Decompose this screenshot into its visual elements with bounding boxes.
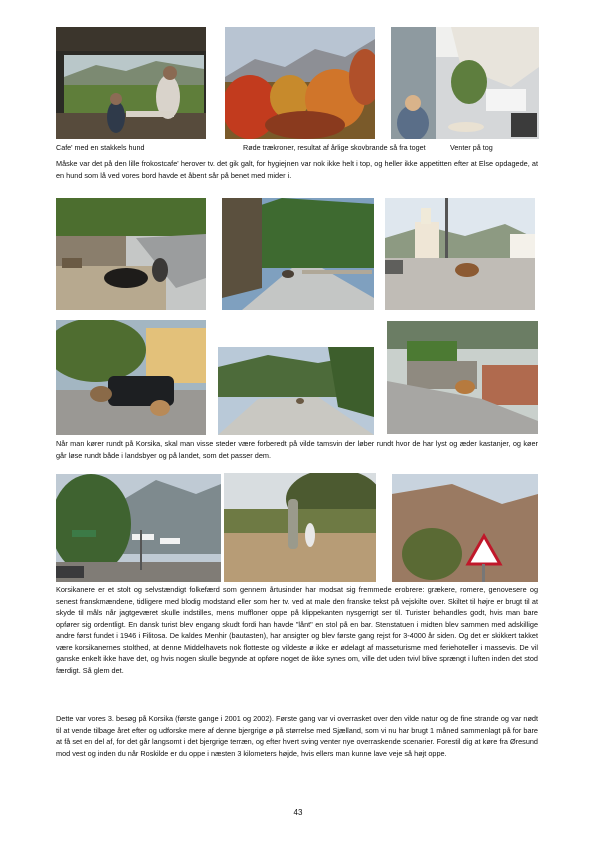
photo-cows-car	[56, 320, 206, 435]
paragraph-cafe: Måske var det på den lille frokostcafe' herover tv. det gik galt, for hygiejnen var nok ikke helt i top, og heller ikke appetitten efter at Else opdagede, at en hund som lå ved vores bord havde et åbent sår på benet med mider i.	[56, 159, 538, 180]
photo-cliff-sign	[392, 474, 538, 582]
photo-cow-street	[387, 321, 538, 434]
photo-cafe	[56, 27, 206, 139]
photo-road-signs	[56, 474, 221, 582]
photo-village-cow	[385, 198, 535, 310]
photo-red-trees	[225, 27, 375, 139]
caption-cafe: Cafe' med en stakkels hund	[56, 143, 145, 152]
paragraph-corsicans: Korsikanere er et stolt og selvstændigt folkefærd som gennem årtusinder har modsat sig fremmede erobrere: grækere, romere, genovesere og senest franskmændene, tidligere med blodig modstand eller som her tv. ved at male den franske tekst på vejskilte over. Skiltet til højre er brugt til at skyde til måls når jagtgeværet skulle indstilles, mens muffloner oppe på klippekanten nysgerrigt ser til. Turister behandles godt, hvis man bare opfører sig ordentligt. En dansk turist blev engang skudt fordi han havde "lånt" en stol på en bar. Stenstatuen i midten blev sammen med adskillige andre først fundet i 1946 i Filitosa. De kaldes Menhir (bautasten), har ansigter og blev første gang rejst for 3-4000 år siden. Og det er skikkert takket være korsikanernes stolthed, at denne Middelhavets nok flotteste og vildeste ø ikke er ødelagt af masseturisme med feriehoteller i massevis. De vil ganske enkelt ikke have det, og hvis nogen skulle begynde at opføre noget de ikke synes om, ville det uden tvivl blive sprængt i luften inden det stod færdigt. Så glem det.	[56, 585, 538, 675]
photo-train-wait	[391, 27, 539, 139]
caption-red-trees: Røde trækroner, resultat af årlige skovbrande så fra toget	[243, 143, 426, 152]
page-number: 43	[293, 808, 303, 817]
caption-train-wait: Venter på tog	[450, 143, 493, 152]
photo-forest-road	[222, 198, 374, 310]
photo-mountain-road	[218, 347, 374, 435]
paragraph-visit: Dette var vores 3. besøg på Korsika (første gange i 2001 og 2002). Første gang var vi overrasket over den vilde natur og de fine strande og var nødt til at vende tilbage året efter og udforske mere af denne bjergrige ø på størrelse med Sjælland, som vi nu har brugt 1 måned sammenlagt på for bare at få set en del af, for det går langsomt i det bjergrige terræn, og efter hvert sving venter nye overraskende scenarier. Forestil dig at køre fra Øresund mod vest og inden du når Roskilde er du oppe i næsten 3 kilometers højde, hvis ellers man kunne lave veje så højt oppe.	[56, 714, 538, 758]
photo-pigs-road	[56, 198, 206, 310]
paragraph-wild-animals: Når man kører rundt på Korsika, skal man visse steder være forberedt på vilde tamsvin der løber rundt hvor de har lyst og æder kastanjer, og køer går løse rundt både i landsbyer og på landet, som det passer dem.	[56, 439, 538, 460]
photo-menhir	[224, 473, 376, 582]
